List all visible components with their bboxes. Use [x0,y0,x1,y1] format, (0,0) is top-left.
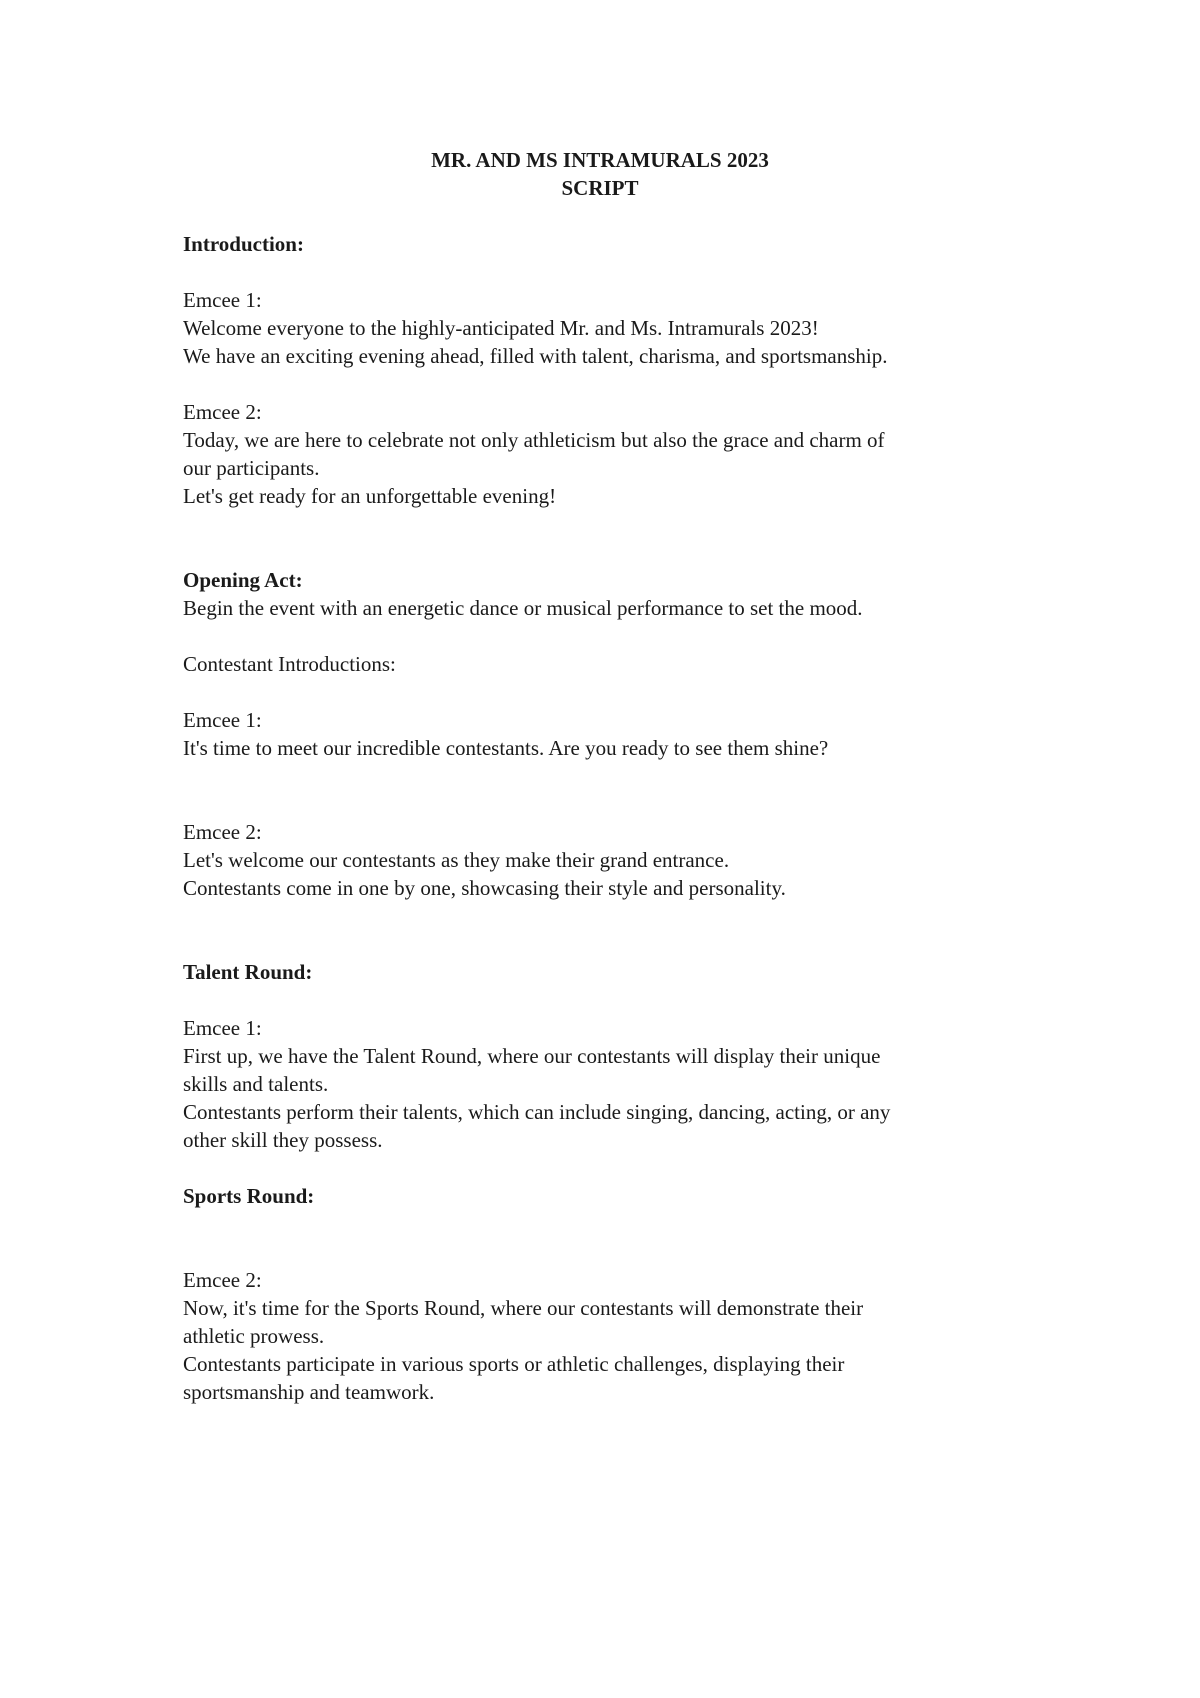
script-line: other skill they possess. [183,1128,383,1152]
speaker-label: Emcee 1: [183,1016,262,1040]
document-title: MR. AND MS INTRAMURALS 2023 [431,148,769,172]
script-line: Contestants participate in various sports or athletic challenges, displaying their [183,1352,845,1376]
script-line: Let's get ready for an unforgettable evening! [183,484,557,508]
script-line: Contestants come in one by one, showcasing their style and personality. [183,876,786,900]
speaker-label: Emcee 1: [183,708,262,732]
script-line: First up, we have the Talent Round, where our contestants will display their unique [183,1044,881,1068]
speaker-label: Emcee 2: [183,820,262,844]
script-line: Let's welcome our contestants as they make their grand entrance. [183,848,730,872]
script-line: Now, it's time for the Sports Round, where our contestants will demonstrate their [183,1296,864,1320]
section-talent-round [183,958,1063,1154]
speaker-label: Emcee 2: [183,1268,262,1292]
section-heading: Sports Round: [183,1184,315,1208]
section-introduction [183,230,1063,510]
script-line: It's time to meet our incredible contestants. Are you ready to see them shine? [183,736,829,760]
script-line: Welcome everyone to the highly-anticipated Mr. and Ms. Intramurals 2023! [183,316,819,340]
script-line: our participants. [183,456,320,480]
speaker-label: Emcee 1: [183,288,262,312]
script-line: sportsmanship and teamwork. [183,1380,435,1404]
script-line: We have an exciting evening ahead, filled with talent, charisma, and sportsmanship. [183,344,888,368]
section-heading: Introduction: [183,232,304,256]
script-line: Today, we are here to celebrate not only athleticism but also the grace and charm of [183,428,885,452]
document-body [183,146,1063,1406]
speaker-label: Emcee 2: [183,400,262,424]
section-heading: Opening Act: [183,568,303,592]
subsection-label: Contestant Introductions: [183,652,396,676]
title-block [0,146,1200,202]
section-sports-round [183,1182,1063,1406]
section-opening-act [183,566,1063,902]
section-heading: Talent Round: [183,960,313,984]
script-line: athletic prowess. [183,1324,325,1348]
document-subtitle: SCRIPT [561,176,639,200]
script-line: Begin the event with an energetic dance or musical performance to set the mood. [183,596,863,620]
script-line: Contestants perform their talents, which can include singing, dancing, acting, or any [183,1100,891,1124]
script-line: skills and talents. [183,1072,329,1096]
